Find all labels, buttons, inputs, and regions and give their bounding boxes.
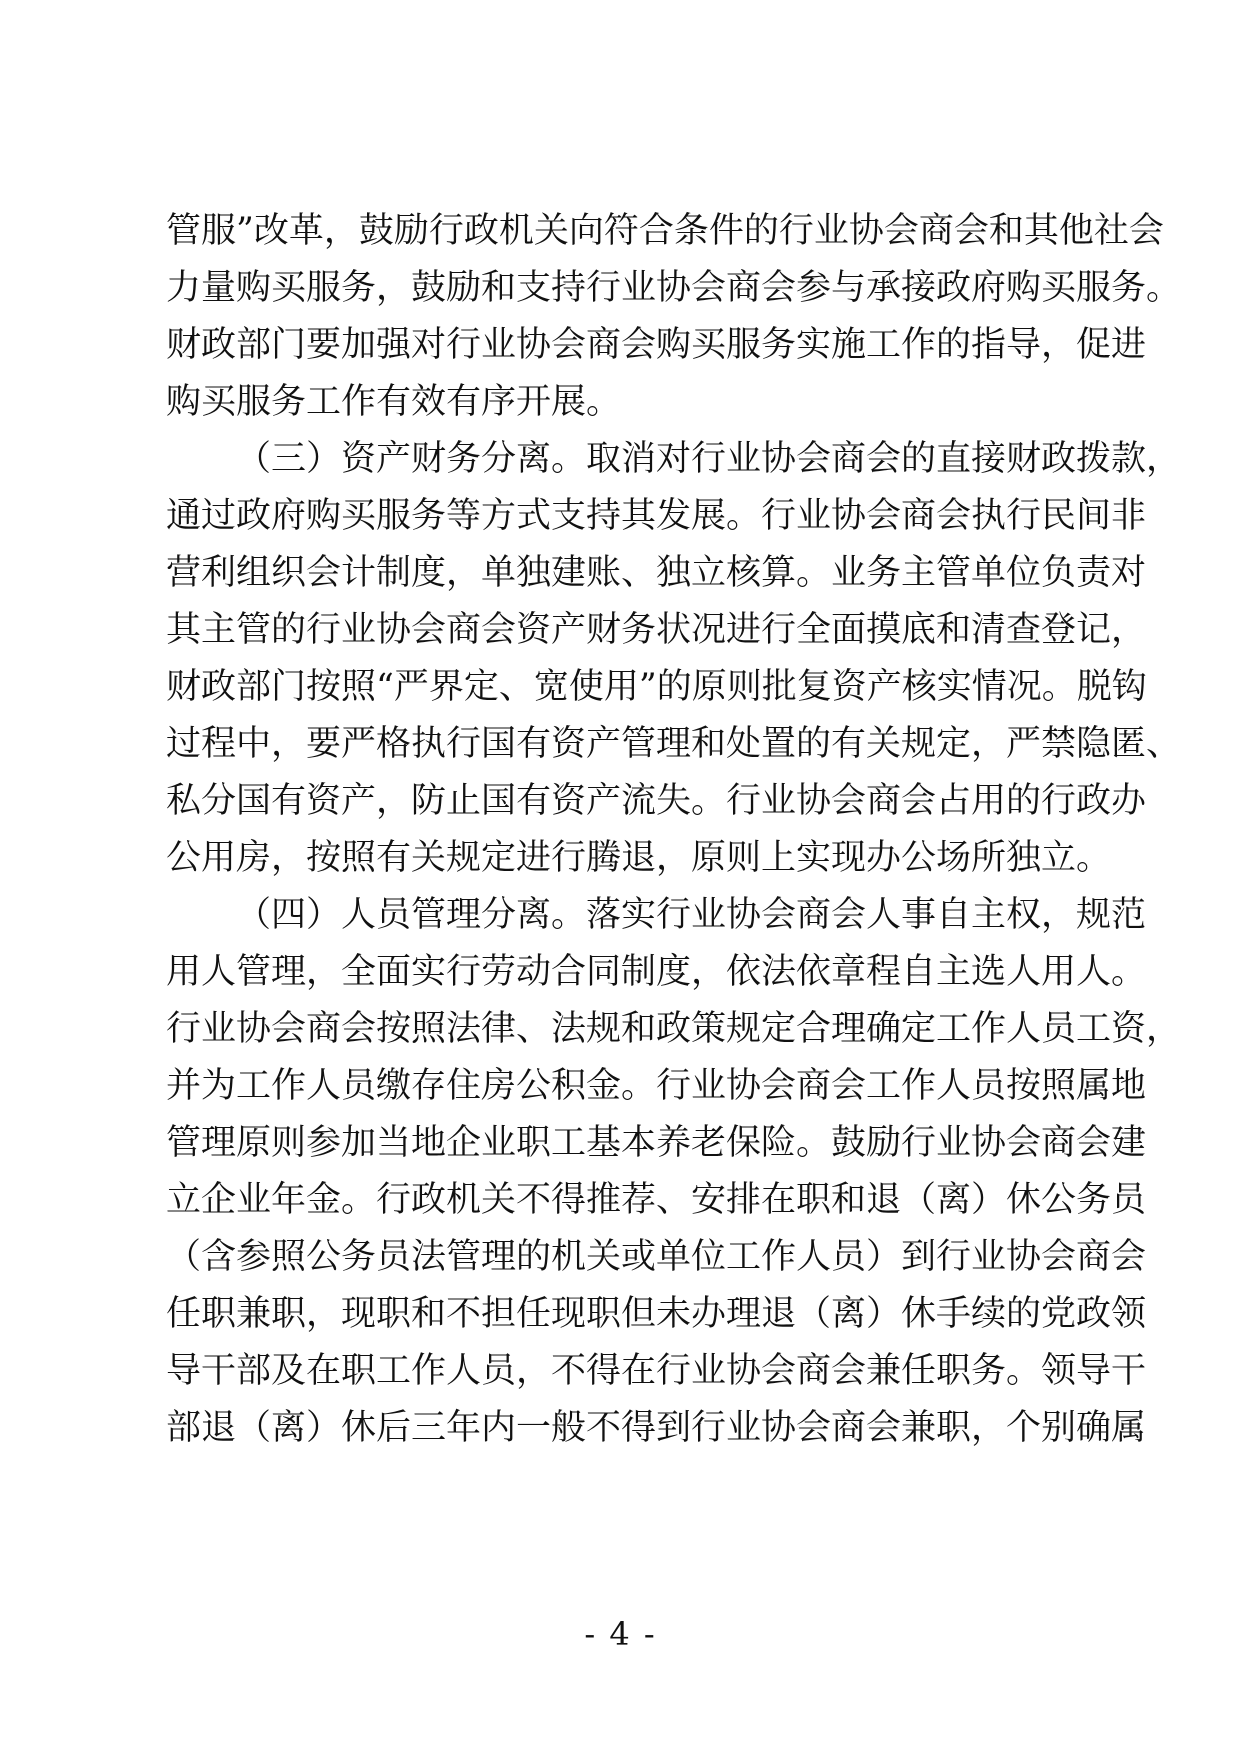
- text-line-11: 私分国有资产，防止国有资产流失。行业协会商会占用的行政办: [166, 781, 1147, 821]
- text-line-4: 购买服务工作有效有序开展。: [166, 382, 622, 422]
- page-number: - 4 -: [584, 1615, 657, 1653]
- text-line-18: 立企业年金。行政机关不得推荐、安排在职和退（离）休公务员: [166, 1180, 1147, 1220]
- text-line-21: 导干部及在职工作人员，不得在行业协会商会兼任职务。领导干: [166, 1351, 1147, 1391]
- text-line-12: 公用房，按照有关规定进行腾退，原则上实现办公场所独立。: [166, 838, 1112, 878]
- text-line-19: （含参照公务员法管理的机关或单位工作人员）到行业协会商会: [166, 1237, 1147, 1277]
- text-line-3: 财政部门要加强对行业协会商会购买服务实施工作的指导，促进: [166, 325, 1147, 365]
- text-line-2: 力量购买服务，鼓励和支持行业协会商会参与承接政府购买服务。: [166, 268, 1182, 308]
- text-line-20: 任职兼职，现职和不担任现职但未办理退（离）休手续的党政领: [166, 1294, 1147, 1334]
- text-line-16: 并为工作人员缴存住房公积金。行业协会商会工作人员按照属地: [166, 1066, 1147, 1106]
- text-line-22: 部退（离）休后三年内一般不得到行业协会商会兼职，个别确属: [166, 1408, 1147, 1448]
- text-line-7: 营利组织会计制度，单独建账、独立核算。业务主管单位负责对: [166, 553, 1147, 593]
- text-line-10: 过程中，要严格执行国有资产管理和处置的有关规定，严禁隐匿、: [166, 724, 1182, 764]
- section-four-heading-line: （四）人员管理分离。落实行业协会商会人事自主权，规范: [236, 895, 1147, 935]
- text-line-15: 行业协会商会按照法律、法规和政策规定合理确定工作人员工资，: [166, 1009, 1182, 1049]
- text-line-17: 管理原则参加当地企业职工基本养老保险。鼓励行业协会商会建: [166, 1123, 1147, 1163]
- text-line-6: 通过政府购买服务等方式支持其发展。行业协会商会执行民间非: [166, 496, 1147, 536]
- text-line-9: 财政部门按照“严界定、宽使用”的原则批复资产核实情况。脱钩: [166, 667, 1147, 707]
- section-three-heading-line: （三）资产财务分离。取消对行业协会商会的直接财政拨款，: [236, 439, 1182, 479]
- text-line-1: 管服”改革，鼓励行政机关向符合条件的行业协会商会和其他社会: [166, 211, 1164, 251]
- text-line-8: 其主管的行业协会商会资产财务状况进行全面摸底和清查登记，: [166, 610, 1147, 650]
- text-line-14: 用人管理，全面实行劳动合同制度，依法依章程自主选人用人。: [166, 952, 1147, 992]
